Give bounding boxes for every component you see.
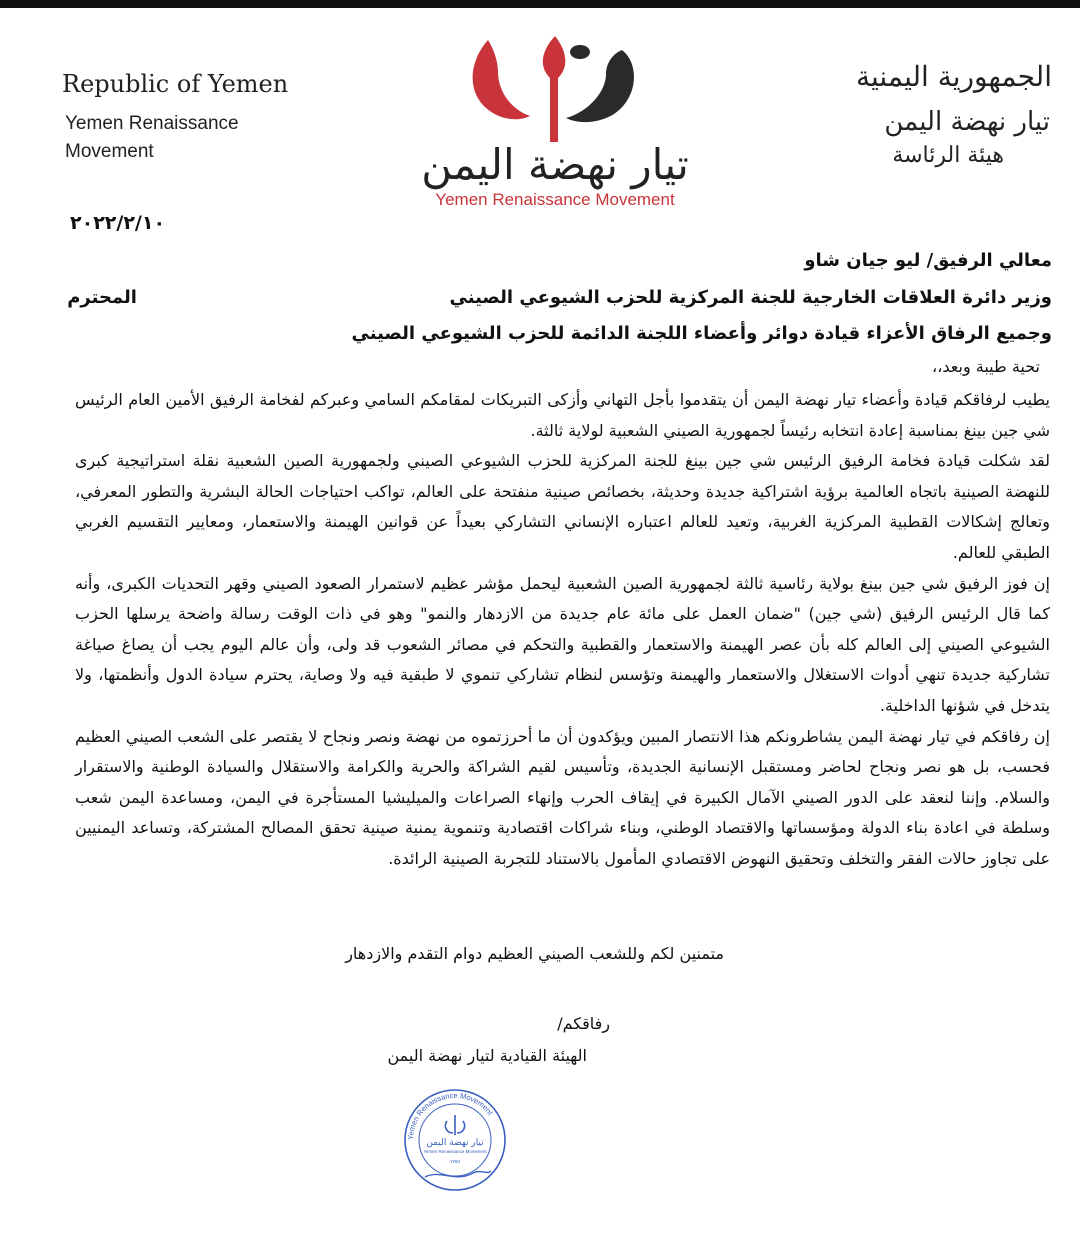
greeting: تحية طيبة وبعد،، (932, 357, 1040, 376)
stamp-arabic: تيار نهضة اليمن (426, 1138, 484, 1148)
header-right (792, 60, 1052, 168)
addressee-honorific: المحترم (67, 287, 137, 308)
header-left-title: Republic of Yemen (62, 70, 289, 98)
header-left (62, 70, 322, 166)
logo-arabic-name: تيار نهضة اليمن (421, 140, 689, 189)
addressee-title: وزير دائرة العلاقات الخارجية للجنة المركزية للحزب الشيوعي الصيني (449, 287, 1052, 308)
official-stamp (395, 1085, 515, 1195)
addressee-line3: وجميع الرفاق الأعزاء قيادة دوائر وأعضاء اللجنة الدائمة للحزب الشيوعي الصيني (351, 323, 1052, 344)
logo-right-wing (566, 50, 634, 122)
paragraph: لقد شكلت قيادة فخامة الرفيق الرئيس شي جين بينغ للجنة المركزية للحزب الشيوعي الصيني ولجمهورية الصين الشعبية نقلة استراتيجية كبرى للنهضة الصينية باتجاه العالمية برؤية اشتراكية جديدة وحديثة، بخصائص صينية منفتحة على العالم، تواكب احتياجات الحالة البشرية والتطور المعرفي، وتعالج إشكالات القطبية المركزية الغربية، وتعيد للعالم اعتباره الإنساني التشاركي بعيداً عن قوانين الهيمنة والاستعمار، ومعايير التقسيم الغربي الطبقي للعالم. (75, 451, 1050, 562)
logo-english-name: Yemen Renaissance Movement (435, 190, 675, 209)
header-right-title: الجمهورية اليمنية (855, 60, 1052, 93)
top-border (0, 0, 1080, 8)
header-left-sub1: Yemen Renaissance (65, 113, 239, 134)
header-right-dept: هيئة الرئاسة (892, 143, 1004, 168)
paragraph: يطيب لرفاقكم قيادة وأعضاء تيار نهضة اليمن أن يتقدموا بأجل التهاني وأزكى التبريكات لمقامكم السامي وعبركم لفخامة الرفيق الأمين العام الرئيس شي جين بينغ بمناسبة إعادة انتخابه رئيساً لجمهورية الصيني الشعبية لولاية ثالثة. (75, 390, 1050, 440)
stamp-abbr: YRM (450, 1159, 460, 1164)
paragraph: إن رفاقكم في تيار نهضة اليمن يشاطرونكم هذا الانتصار المبين ويؤكدون أن ما أحرزتموه من نهضة ونصر ونجاح لا يقتصر على الشعب الصيني العظيم فحسب، بل هو نصر ونجاح لحاضر ومستقبل الإنسانية الجديدة، وتأسيس لقيم الشراكة والحرية والكرامة والاستقلال والسيادة الوطنية والاستقرار والسلام. وإننا لنعقد على الدور الصيني الآمال الكبيرة في إيقاف الحرب وإنهاء الصراعات والميليشيا المستأجرة في اليمن، ومساعدة اليمن شعب وسلطة في اعادة بناء الدولة ومؤسساتها والاقتصاد الوطني، وبناء شراكات اقتصادية وتنموية يمنية صينية تحقق المصالح المشتركة، وتساعد اليمنيين على تجاوز حالات الفقر والتخلف وتحقيق النهوض الاقتصادي المأمول بالاستناد للتجربة الصينية الرائدة. (75, 726, 1050, 868)
stamp-english: Yemen Renaissance Movement (423, 1149, 487, 1154)
header-right-sub: تيار نهضة اليمن (884, 107, 1050, 137)
stamp-ring-text: Yemen Renaissance Movement (405, 1090, 495, 1141)
signature-line1: رفاقكم/ (557, 1014, 610, 1033)
signature-line2: الهيئة القيادية لتيار نهضة اليمن (387, 1046, 587, 1065)
paragraph: إن فوز الرفيق شي جين بينغ بولاية رئاسية ثالثة لجمهورية الصين الشعبية ليحمل مؤشر عظيم لاستمرار الصعود الصيني وقهر التحديات الكبرى، وأنه كما قال الرئيس الرفيق (شي جين) "ضمان العمل على مائة عام جديدة من الازدهار والنمو" وهو في ذات الوقت رسالة واضحة يرسلها الحزب الشيوعي الصيني إلى العالم كله بأن عصر الهيمنة والاستعمار والقطبية والتحكم في مصائر الشعوب قد ولى، وأن عالم اليوم يجب أن يصاغ صياغة تشاركية جديدة تنهي أدوات الاستغلال والاستعمار والهيمنة وتؤسس لنظام تشاركي تنموي لا طبقية فيه ولا وصاية، يحترم سيادة الدول وأنظمتها، ولا يتدخل في شؤنها الداخلية. (75, 573, 1050, 715)
addressee-line2 (52, 287, 1052, 308)
closing-line: متمنين لكم وللشعب الصيني العظيم دوام التقدم والازدهار (345, 944, 724, 963)
letter-body (75, 385, 1050, 875)
logo-left-wing (473, 40, 530, 119)
header-left-sub2: Movement (65, 141, 154, 162)
stamp-signature-scribble (425, 1171, 491, 1177)
logo-center-stroke (543, 36, 565, 142)
addressee-line1: معالي الرفيق/ ليو جيان شاو (804, 250, 1052, 271)
logo-dot (570, 45, 590, 59)
letter-date: ٢٠٢٢/٢/١٠ (70, 212, 166, 234)
stamp-emblem-icon (445, 1115, 464, 1135)
